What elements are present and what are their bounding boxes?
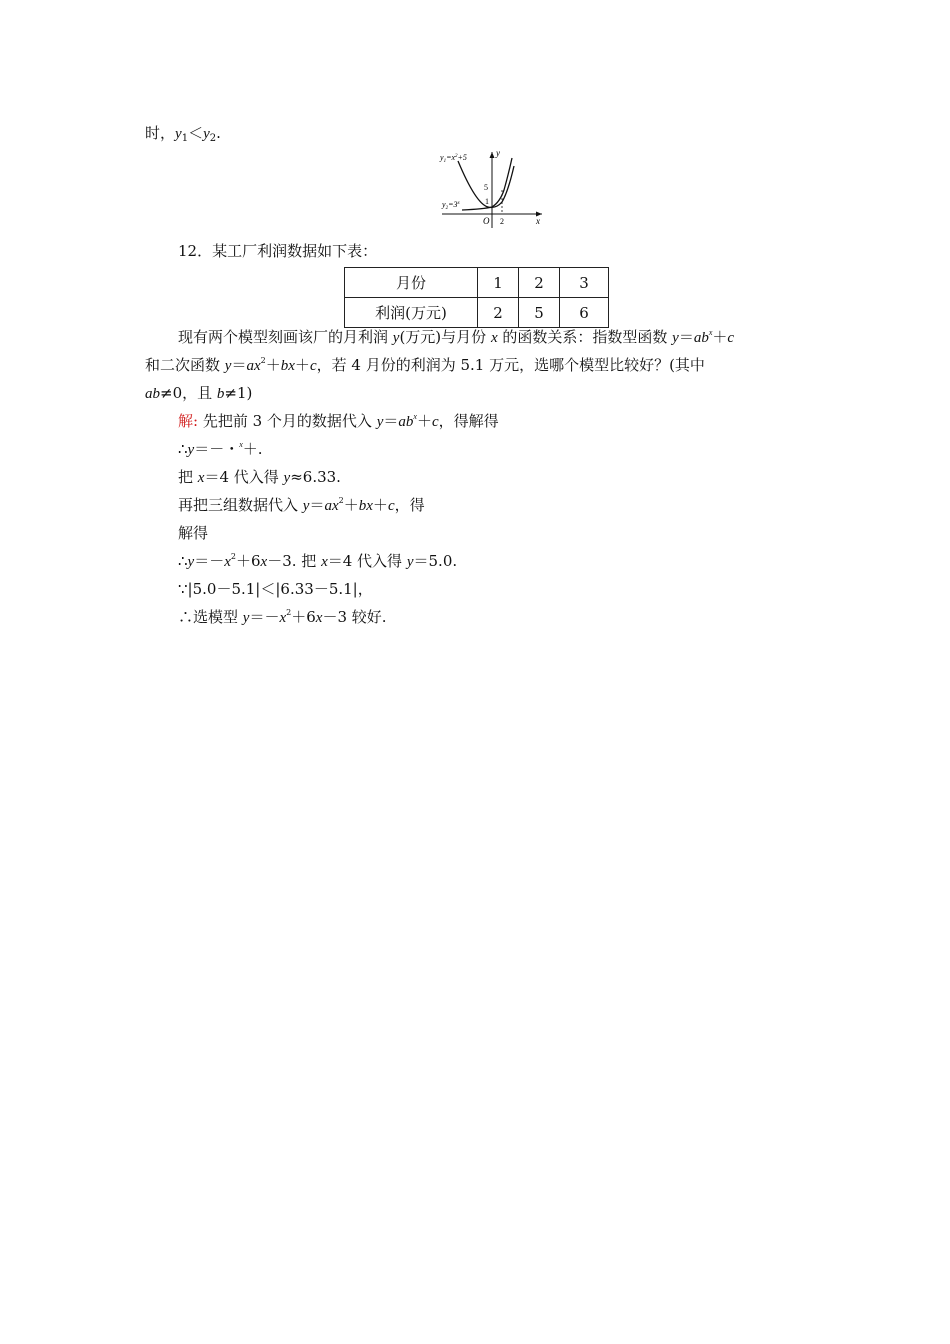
var: c	[387, 498, 395, 514]
var: y	[242, 610, 250, 626]
text: 和二次函数	[145, 356, 225, 374]
table-header-month: 月份	[345, 268, 478, 298]
tick-label-5: 5	[484, 183, 488, 192]
solution-line-6	[178, 550, 457, 573]
var: x	[279, 610, 287, 626]
text: 时，	[145, 124, 176, 142]
text: 的函数关系：指数型函数	[497, 328, 673, 346]
problem-number-line: 12．某工厂利润数据如下表：	[178, 242, 378, 260]
text: ＋6	[291, 608, 316, 626]
solution-line-8	[178, 606, 387, 629]
text: ，若 4 月份的利润为 5.1 万元，选哪个模型比较好？(其中	[316, 356, 705, 374]
text: ∴	[178, 440, 188, 458]
label-y2: $y_2=3^x$	[442, 200, 460, 211]
var: ax	[246, 358, 261, 374]
tick-label-2: 2	[500, 217, 504, 226]
superscript: 2	[338, 496, 344, 505]
text: ＋	[712, 328, 728, 346]
var: ab	[693, 330, 709, 346]
function-graph-figure	[436, 146, 548, 230]
text: 先把前 3 个月的数据代入	[198, 412, 377, 430]
profit-table	[344, 267, 609, 328]
problem-line-1	[178, 326, 734, 349]
problem-line-3	[145, 382, 252, 405]
text: ＋	[416, 412, 432, 430]
text: 现有两个模型刻画该厂的月利润	[178, 328, 393, 346]
var: y	[224, 358, 232, 374]
var: y	[283, 470, 291, 486]
table-cell: 3	[560, 268, 609, 298]
text: ＜	[188, 124, 204, 142]
text: ＝－	[194, 552, 225, 570]
text: ＝	[678, 328, 694, 346]
solution-line-2	[178, 438, 263, 461]
table-cell: 2	[478, 298, 519, 328]
text: ＋.	[242, 440, 263, 458]
text: ∴选模型	[178, 608, 243, 626]
table-cell: 2	[519, 268, 560, 298]
var: ax	[324, 498, 339, 514]
var: bx	[280, 358, 295, 374]
var: x	[315, 610, 323, 626]
text: ＝－	[249, 608, 280, 626]
text: ＝4 代入得	[204, 468, 284, 486]
subscript: 2	[209, 133, 217, 144]
var: x	[321, 554, 328, 570]
subscript: 1	[181, 133, 189, 144]
function-graph	[436, 146, 548, 230]
solution-line-1	[178, 410, 499, 433]
var-y2: y	[203, 126, 210, 142]
solution-line-3	[178, 466, 341, 489]
var: c	[727, 330, 735, 346]
text: ＝5.0.	[413, 552, 458, 570]
var: y	[302, 498, 310, 514]
superscript: 2	[286, 608, 292, 617]
solution-line-7: ∵|5.0－5.1|＜|6.33－5.1|，	[178, 580, 373, 598]
var: y	[392, 330, 400, 346]
y-axis-arrow	[490, 152, 495, 158]
var: ab	[398, 414, 414, 430]
text: ≠1)	[224, 384, 253, 402]
solution-line-4	[178, 494, 425, 517]
var: c	[309, 358, 317, 374]
var: x	[260, 554, 268, 570]
table-cell: 1	[478, 268, 519, 298]
text: ＋	[265, 356, 281, 374]
superscript: x	[239, 440, 243, 449]
text: ＋6	[236, 552, 261, 570]
axis-label-y: y	[496, 148, 500, 158]
text: ＝	[231, 356, 247, 374]
text: .	[216, 124, 221, 142]
text: －3 较好.	[322, 608, 387, 626]
text: ∴	[178, 552, 188, 570]
table-header-profit: 利润(万元)	[345, 298, 478, 328]
var: bx	[358, 498, 373, 514]
text: －3. 把	[267, 552, 322, 570]
text: ≠0，且	[160, 384, 217, 402]
text: ，得解得	[438, 412, 499, 430]
text: 把	[178, 468, 198, 486]
origin-label: O	[483, 216, 490, 226]
var: b	[216, 386, 225, 402]
var: c	[431, 414, 439, 430]
text: ＝－・	[194, 440, 240, 458]
text: ＝4 代入得	[327, 552, 407, 570]
text: ＋	[294, 356, 310, 374]
table-cell: 5	[519, 298, 560, 328]
label-y1: $y_1=x^2+5$	[440, 153, 467, 164]
top-line	[145, 122, 221, 145]
table-cell: 6	[560, 298, 609, 328]
var: x	[224, 554, 231, 570]
var: y	[187, 554, 195, 570]
var: y	[672, 330, 679, 346]
var: ab	[145, 386, 160, 402]
var: x	[197, 470, 205, 486]
text: ≈6.33.	[290, 468, 341, 486]
solution-label: 解:	[178, 412, 199, 430]
var: x	[490, 330, 498, 346]
text: ，得	[394, 496, 425, 514]
var: y	[406, 554, 414, 570]
axis-label-x: x	[536, 216, 540, 226]
tick-label-1: 1	[485, 197, 489, 206]
text: ＋	[372, 496, 388, 514]
var: y	[187, 442, 195, 458]
superscript: 2	[230, 552, 236, 561]
table-row	[345, 268, 609, 298]
text: ＝	[383, 412, 399, 430]
problem-line-2	[145, 354, 705, 377]
text: 再把三组数据代入	[178, 496, 303, 514]
superscript: 2	[260, 356, 266, 365]
table-row	[345, 298, 609, 328]
text: ＝	[309, 496, 325, 514]
solution-line-5: 解得	[178, 524, 209, 542]
text: ＋	[343, 496, 359, 514]
text: (万元)与月份	[399, 328, 491, 346]
var-y1: y	[175, 126, 182, 142]
superscript: x	[708, 328, 713, 337]
superscript: x	[413, 412, 417, 421]
var: y	[376, 414, 384, 430]
